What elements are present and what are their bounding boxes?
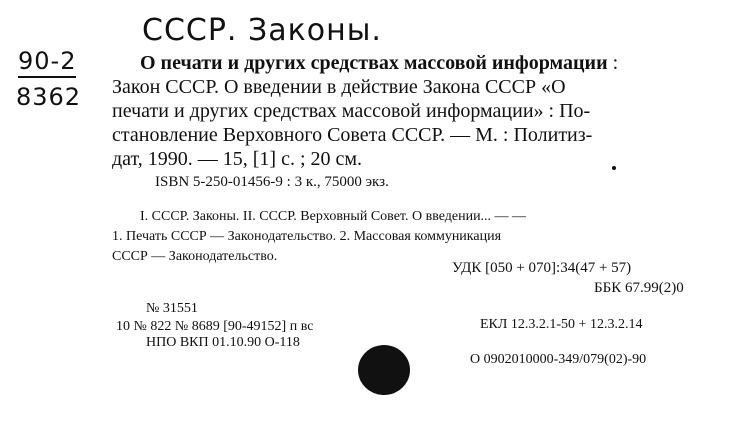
bbk-line: ББК 67.99(2)0: [594, 280, 684, 296]
subject-line-1: I. СССР. Законы. II. СССР. Верховный Совет. О введении... — —: [140, 209, 527, 224]
desc-line-2: печати и других средствах массовой информации» : По-: [112, 100, 591, 122]
udk-line: УДК [050 + 070]:34(47 + 57): [452, 260, 632, 276]
desc-line-1: Закон СССР. О введении в действие Закона СССР «О: [112, 76, 566, 98]
handwritten-heading: СССР. Законы.: [142, 13, 382, 48]
order-line: 10 № 822 № 8689 [90-49152] п вс: [116, 319, 314, 334]
title-tail: :: [612, 52, 619, 74]
subject-line-3: СССР — Законодательство.: [112, 249, 278, 264]
ink-blot: [358, 345, 410, 395]
desc-line-4: дат, 1990. — 15, [1] с. ; 20 см.: [112, 148, 363, 170]
desc-line-3: становление Верховного Совета СССР. — М. : Политиз-: [112, 124, 593, 146]
npo-line: НПО ВКП 01.10.90 О-118: [146, 335, 300, 350]
title-line: [140, 52, 618, 74]
shelfmark-top: 90-2: [18, 48, 76, 78]
subject-line-2: 1. Печать СССР — Законодательство. 2. Массовая коммуникация: [112, 229, 502, 244]
record-number: № 31551: [146, 301, 198, 316]
ekl-line: ЕКЛ 12.3.2.1-50 + 12.3.2.14: [480, 317, 643, 332]
title-bold: О печати и других средствах массовой информации: [140, 52, 608, 74]
code-line: О 0902010000-349/079(02)-90: [470, 352, 647, 367]
ink-speck: [612, 166, 616, 170]
shelfmark-bottom: 8362: [16, 83, 82, 111]
isbn-line: ISBN 5-250-01456-9 : 3 к., 75000 экз.: [155, 174, 389, 190]
